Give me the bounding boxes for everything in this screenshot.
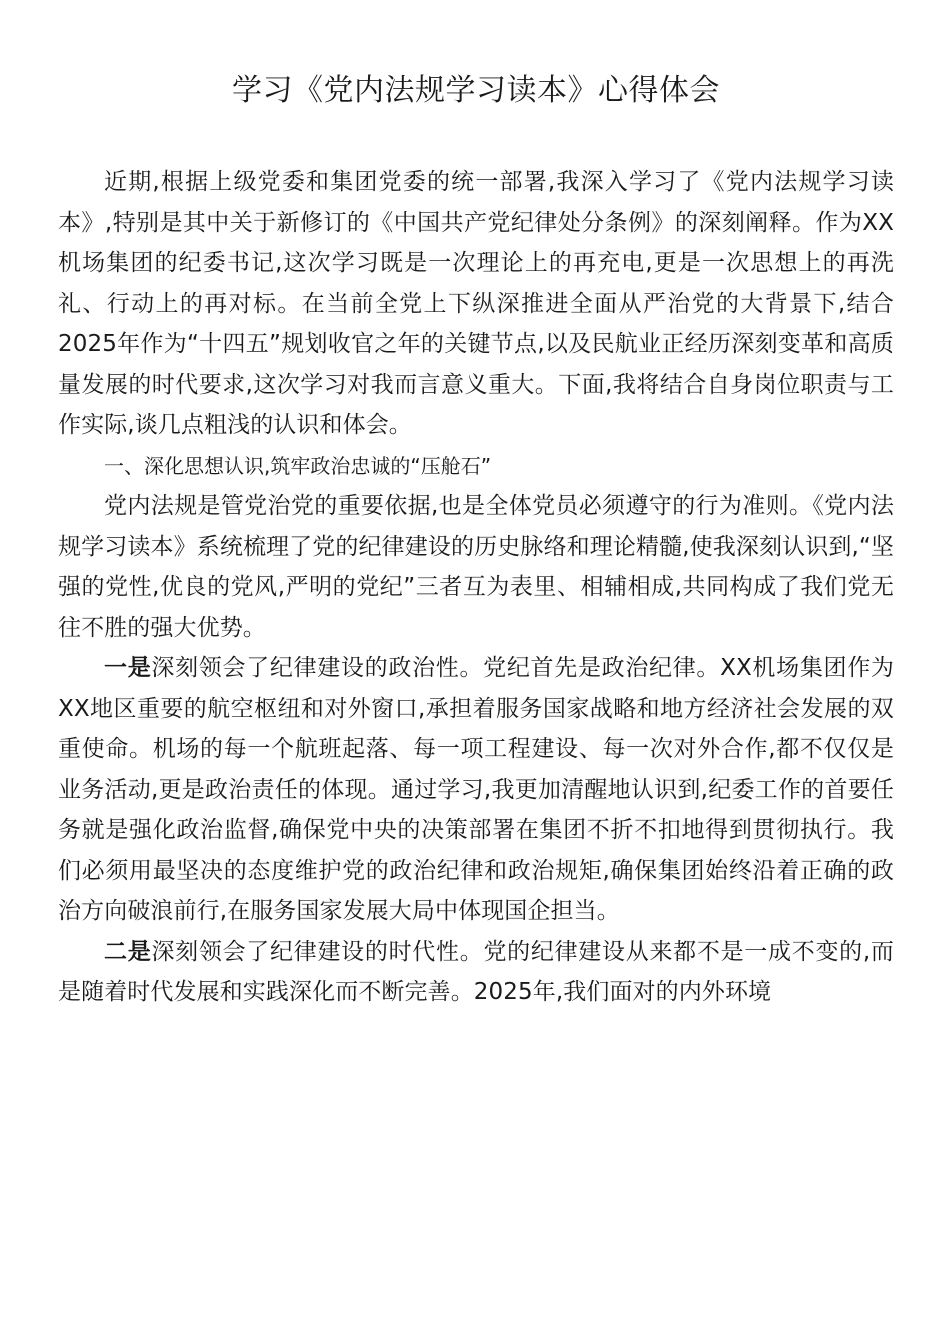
point-1-paragraph xyxy=(58,648,894,932)
point-2-lead: 二是 xyxy=(104,938,152,965)
section-1-paragraph: 党内法规是管党治党的重要依据,也是全体党员必须遵守的行为准则。《党内法规学习读本》系统梳理了党的纪律建设的历史脉络和理论精髓,使我深刻认识到,“坚强的党性,优良的党风,严明的党纪”三者互为表里、相辅相成,共同构成了我们党无往不胜的强大优势。 xyxy=(58,493,894,641)
intro-paragraph: 近期,根据上级党委和集团党委的统一部署,我深入学习了《党内法规学习读本》,特别是其中关于新修订的《中国共产党纪律处分条例》的深刻阐释。作为XX机场集团的纪委书记,这次学习既是一次理论上的再充电,更是一次思想上的再洗礼、行动上的再对标。在当前全党上下纵深推进全面从严治党的大背景下,结合2025年作为“十四五”规划收官之年的关键节点,以及民航业正经历深刻变革和高质量发展的时代要求,这次学习对我而言意义重大。下面,我将结合自身岗位职责与工作实际,谈几点粗浅的认识和体会。 xyxy=(58,169,894,438)
point-2-paragraph xyxy=(58,932,894,1013)
point-1-text: 深刻领会了纪律建设的政治性。党纪首先是政治纪律。XX机场集团作为XX地区重要的航空枢纽和对外窗口,承担着服务国家战略和地方经济社会发展的双重使命。机场的每一个航班起落、每一项工程建设、每一次对外合作,都不仅仅是业务活动,更是政治责任的体现。通过学习,我更加清醒地认识到,纪委工作的首要任务就是强化政治监督,确保党中央的决策部署在集团不折不扣地得到贯彻执行。我们必须用最坚决的态度维护党的政治纪律和政治规矩,确保集团始终沿着正确的政治方向破浪前行,在服务国家发展大局中体现国企担当。 xyxy=(58,655,895,924)
point-1-lead: 一是 xyxy=(104,655,152,681)
document-page xyxy=(58,66,894,1013)
section-1-heading: 一、深化思想认识,筑牢政治忠诚的“压舱石” xyxy=(104,453,492,478)
document-title: 学习《党内法规学习读本》心得体会 xyxy=(232,73,720,108)
point-2-text: 深刻领会了纪律建设的时代性。党的纪律建设从来都不是一成不变的,而是随着时代发展和实践深化而不断完善。2025年,我们面对的内外环境 xyxy=(58,938,895,1005)
